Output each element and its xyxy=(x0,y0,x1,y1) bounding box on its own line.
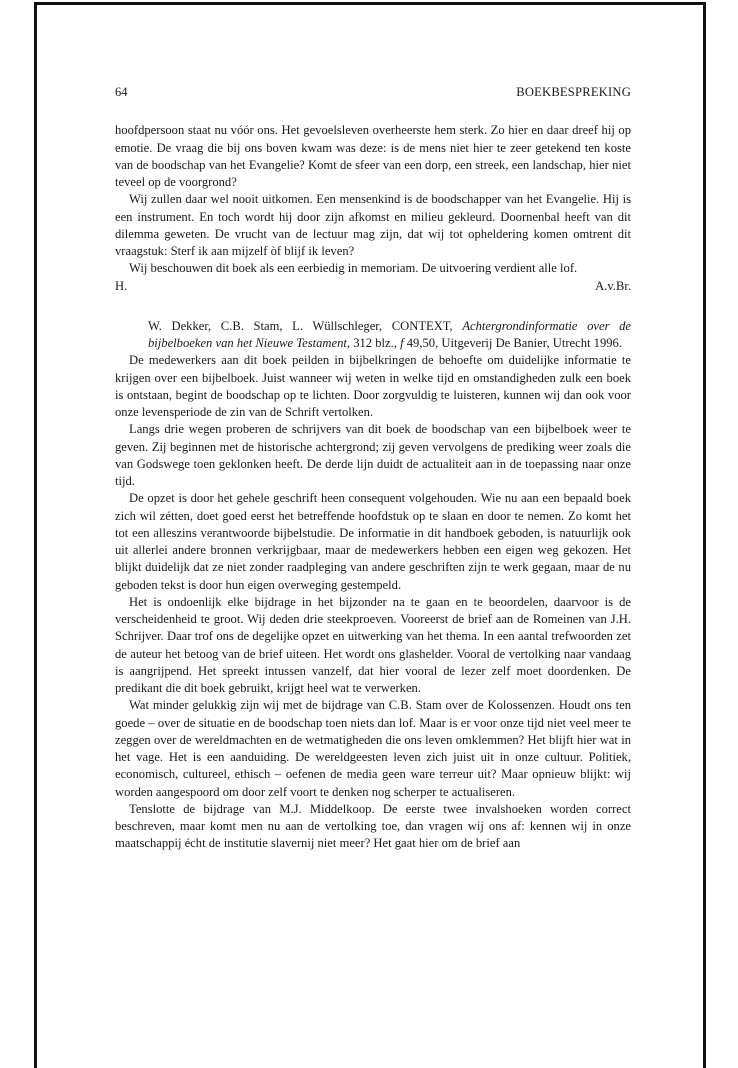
review2-paragraph-5: Wat minder gelukkig zijn wij met de bijdrage van C.B. Stam over de Kolossenzen. Houdt ons ten goede – over de situatie en de boodschap toen niets dan lof. Maar is er voor onze tijd niet veel meer te zeggen over de wereldmachten en de wetmatigheden die ons leven omklemmen? Het blijft hier wat in het vage. Het is een aanduiding. De wereldgeesten leven zich juist uit in onze cultuur. Politiek, economisch, cultureel, ethisch – oefenen de media geen ware terreur uit? Maar opnieuw blijkt: wij worden aangespoord om door zelf voort te denken nog scherper te actualiseren. xyxy=(115,698,631,799)
review2-paragraph-1: De medewerkers aan dit boek peilden in bijbelkringen de behoefte om duidelijke informatie te krijgen over een bijbelboek. Juist wanneer wij weten in welke tijd en omstandigheden zulk een boek is ontstaan, begint de boodschap op te lichten. Door zorgvuldig te luisteren, kunnen wij dan ook voor onze levensperiode de zin van de Schrift vertolken. xyxy=(115,353,631,419)
scan-border-top xyxy=(34,2,706,5)
review2-paragraph-4: Het is ondoenlijk elke bijdrage in het bijzonder na te gaan en te beoordelen, daarvoor is de verscheidenheid te groot. Wij deden drie steekproeven. Vooreerst de brief aan de Romeinen van J.H. Schrijver. Daar trof ons de degelijke opzet en uitwerking van het thema. In een aantal trefwoorden zet de auteur het betoog van de brief uiteen. Het wordt ons glashelder. Vooral de vertolking naar vandaag is aangrijpend. Het spreekt intussen vanzelf, dat hier vooral de lezer zelf moet doordenken. De predikant die dit boek gebruikt, krijgt heel wat te verwerken. xyxy=(115,594,631,695)
signature-initial: H. xyxy=(115,278,128,293)
bibliographic-entry xyxy=(115,318,631,353)
book-page xyxy=(115,84,631,853)
review-continuation xyxy=(115,122,631,295)
review2-paragraph-3: De opzet is door het gehele geschrift heen consequent volgehouden. Wie nu aan een bepaald boek zich wil zétten, doet goed eerst het betreffende hoofdstuk op te slaan en door te nemen. Zo komt het tot een alleszins verantwoorde bijbelstudie. De informatie in dit handboek geboden, is natuurlijk ook uit allerlei andere bronnen verkrijgbaar, maar de medewerkers hebben een eigen weg gekozen. Het blijkt duidelijk dat ze niet zonder raadpleging van andere geschriften zijn te werk gegaan, maar de nu geboden tekst is door hun eigen overweging gestempeld. xyxy=(115,491,631,592)
bib-title: Achtergrondinformatie over de bijbelboeken van het Nieuwe Testament, xyxy=(148,318,631,350)
review1-paragraph-1: hoofdpersoon staat nu vóór ons. Het gevoelsleven overheerste hem sterk. Zo hier en daar dreef hij op emotie. De vraag die bij ons boven kwam was deze: is de mens niet hier te zeer getekend ten koste van de boodschap van het Evangelie? Komt de sfeer van een dorp, een streek, een landschap, hier niet teveel op de voorgrond? xyxy=(115,123,631,189)
review1-paragraph-2: Wij zullen daar wel nooit uitkomen. Een mensenkind is de boodschapper van het Evangelie. Hij is een instrument. En toch wordt hij door zijn afkomst en milieu gekleurd. Doornenbal heeft van dit dilemma geweten. De vrucht van de lectuur mag zijn, dat wij tot opheldering komen omtrent dit vraagstuk: Sterf ik aan mijzelf òf blijf ik leven? xyxy=(115,192,631,258)
scan-border-left xyxy=(34,2,37,1068)
signature-reviewer: A.v.Br. xyxy=(595,278,631,293)
page-number: 64 xyxy=(115,85,128,99)
review1-signature xyxy=(115,278,631,295)
section-title: BOEKBESPREKING xyxy=(516,85,631,99)
review2-paragraph-2: Langs drie wegen proberen de schrijvers van dit boek de boodschap van een bijbelboek weer te geven. Zij beginnen met de historische achtergrond; zij geven vervolgens de prediking weer zoals die van Godswege toen geklonken heeft. De derde lijn duidt de actualiteit aan in de toepassing naar onze tijd. xyxy=(115,422,631,488)
running-head xyxy=(115,84,631,101)
scan-border-right xyxy=(703,2,706,1068)
review-context xyxy=(115,318,631,853)
bib-price-symbol: f xyxy=(400,336,404,350)
bib-price-publisher: 49,50, Uitgeverij De Banier, Utrecht 1996. xyxy=(403,336,623,350)
review2-paragraph-6: Tenslotte de bijdrage van M.J. Middelkoop. De eerste twee invalshoeken worden correct beschreven, maar komt men nu aan de vertolking toe, dan vragen wij ons af: kennen wij in onze maatschappij écht de institutie slavernij niet meer? Het gaat hier om de brief aan xyxy=(115,801,631,851)
bib-details: 312 blz., xyxy=(350,336,401,350)
bib-authors: W. Dekker, C.B. Stam, L. Wüllschleger, CONTEXT, xyxy=(148,318,463,333)
review1-paragraph-3: Wij beschouwen dit boek als een eerbiedig in memoriam. De uitvoering verdient alle lof. xyxy=(129,261,578,276)
